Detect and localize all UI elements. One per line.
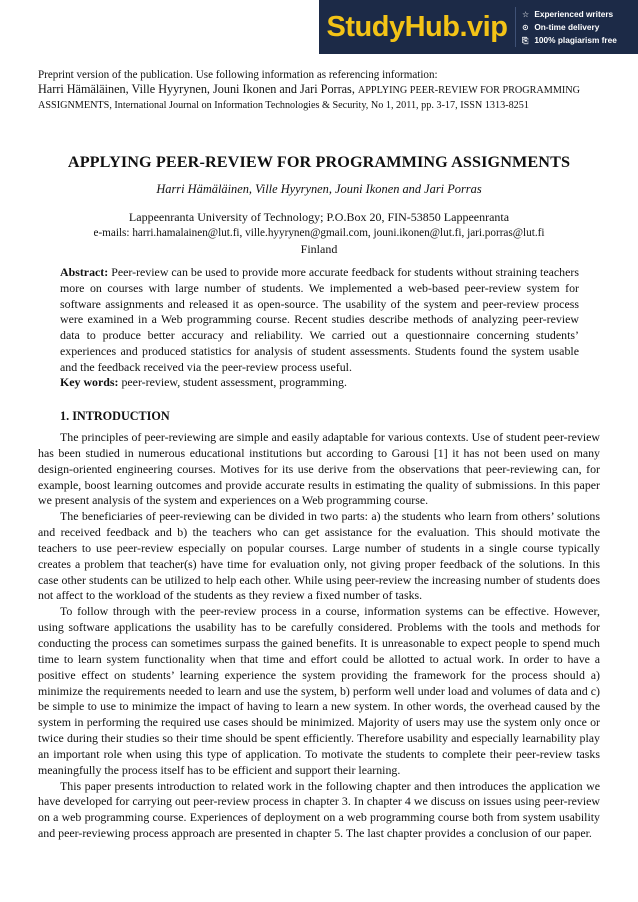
citation-title: APPLYING PEER-REVIEW FOR PROGRAMMING — [357, 85, 580, 97]
feature-label: 100% plagiarism free — [534, 34, 617, 45]
paragraph: This paper presents introduction to related work in the following chapter and then introduces the application we have developed for carrying out peer-review process in chapter 3. In chapter 4 we discuss on issues using peer-review on a web programming course. Experiences of deployment on a web programming course both from system usability and peer-reviewing process approach are presented in chapter 5. The last chapter provides a conclusion of our paper. — [38, 778, 600, 841]
paragraph: To follow through with the peer-review process in a course, information systems can be effective. However, using software applications the usability has to be carefully considered. Problems with the tools and methods for conducting the process can sometimes surpass the gained benefits. It is unreasonable to expect people to spend much time to learn system functionality when that time and effort could be allotted to actual work. In order to have a positive effect on students’ learning experience the system providing the framework for the process should a) minimize the requirements needed to learn and use the system, b) perform well under load and volumes of data and c) be simple to use to minimize the impact of having to learn a new system. In other words, the overhead caused by the system in performing the required use cases should be minimized. Majority of users may use the system only once or twice during their studies so their time should be spent efficiently. Therefore usability and especially learnability play an important role when using this type of application. To motivate the students to complete their peer-review tasks meaningfully the process itself has to be efficient and support their learning. — [38, 604, 600, 777]
studyhub-logo[interactable]: StudyHub.vip — [326, 10, 508, 43]
introduction-body — [38, 430, 600, 842]
paragraph: The beneficiaries of peer-reviewing can be divided in two parts: a) the students who learn from others’ solutions and received feedback and b) the teachers who can get assistance for the evaluation. This should motivate the teachers to use peer-review especially on popular courses. Large number of students in a single course typically creates a problem that teacher(s) have time for evaluation only, not giving proper feedback of the solutions. In this case other students can be utilized to help each other. While using peer-review the increasing number of students does not affect to the workload of the students as they review a fixed number of tasks. — [38, 509, 600, 603]
clock-icon: ⊙ — [522, 22, 529, 32]
author-emails: e-mails: harri.hamalainen@lut.fi, ville.hyyrynen@gmail.com, jouni.ikonen@lut.fi, jari.porras@lut.fi — [93, 226, 545, 239]
country: Finland — [300, 241, 338, 256]
preprint-citation-line — [38, 82, 608, 98]
document-icon: ⎘ — [522, 35, 529, 45]
feature-label: Experienced writers — [534, 8, 614, 19]
banner-features — [516, 9, 617, 46]
star-icon: ☆ — [522, 9, 530, 19]
keywords-text: peer-review, student assessment, programming. — [121, 375, 347, 389]
section-heading: 1. INTRODUCTION — [60, 409, 170, 423]
abstract-label: Abstract: — [60, 265, 109, 279]
affiliation: Lappeenranta University of Technology; P.O.Box 20, FIN-53850 Lappeenranta — [128, 210, 510, 224]
studyhub-banner[interactable] — [319, 0, 638, 54]
feature-item — [522, 9, 617, 20]
paper-affiliation-block — [0, 210, 638, 257]
feature-label: On-time delivery — [534, 21, 600, 32]
paper-authors: Harri Hämäläinen, Ville Hyyrynen, Jouni Ikonen and Jari Porras — [156, 182, 482, 196]
paragraph: The principles of peer-reviewing are simple and easily adaptable for various contexts. Use of student peer-review has been studied in numerous educational institutions but according to Garousi [1] it has not been used on many design-oriented engineering courses. Motives for its use derive from the observations that peer-reviewing can, for example, boost learning outcomes and provide accurate results in estimating the quality of submissions. In this paper we present analysis of the system and experiences on a Web programming course. — [38, 430, 600, 508]
feature-item — [522, 35, 617, 46]
feature-item — [522, 22, 617, 33]
paper-title: APPLYING PEER-REVIEW FOR PROGRAMMING ASSIGNMENTS — [67, 153, 571, 171]
abstract-text: Peer-review can be used to provide more accurate feedback for students without straining teachers more on courses with large number of students. We implemented a web-based peer-review system for software assignments and released it as open-source. The usability of the system and peer-review process were examined in a Web programming course. Recent studies describe methods of analyzing peer-review data to produce better accuracy and reliability. We carried out a questionnaire concerning students’ experiences and produced statistics for analysis of student assessments. Students found the system usable and the feedback received via the peer-review process useful. — [60, 265, 579, 374]
preprint-intro: Preprint version of the publication. Use following information as referencing information: — [38, 69, 438, 81]
citation-journal: ASSIGNMENTS, International Journal on Information Technologies & Security, No 1, 2011, pp. 3-17, ISSN 1313-8251 — [38, 99, 529, 111]
preprint-notice — [38, 68, 608, 113]
abstract — [60, 265, 579, 376]
keywords-label: Key words: — [60, 375, 119, 389]
citation-authors: Harri Hämäläinen, Ville Hyyrynen, Jouni Ikonen and Jari Porras — [38, 82, 352, 97]
citation-separator: , — [351, 82, 358, 97]
keywords — [60, 375, 579, 391]
